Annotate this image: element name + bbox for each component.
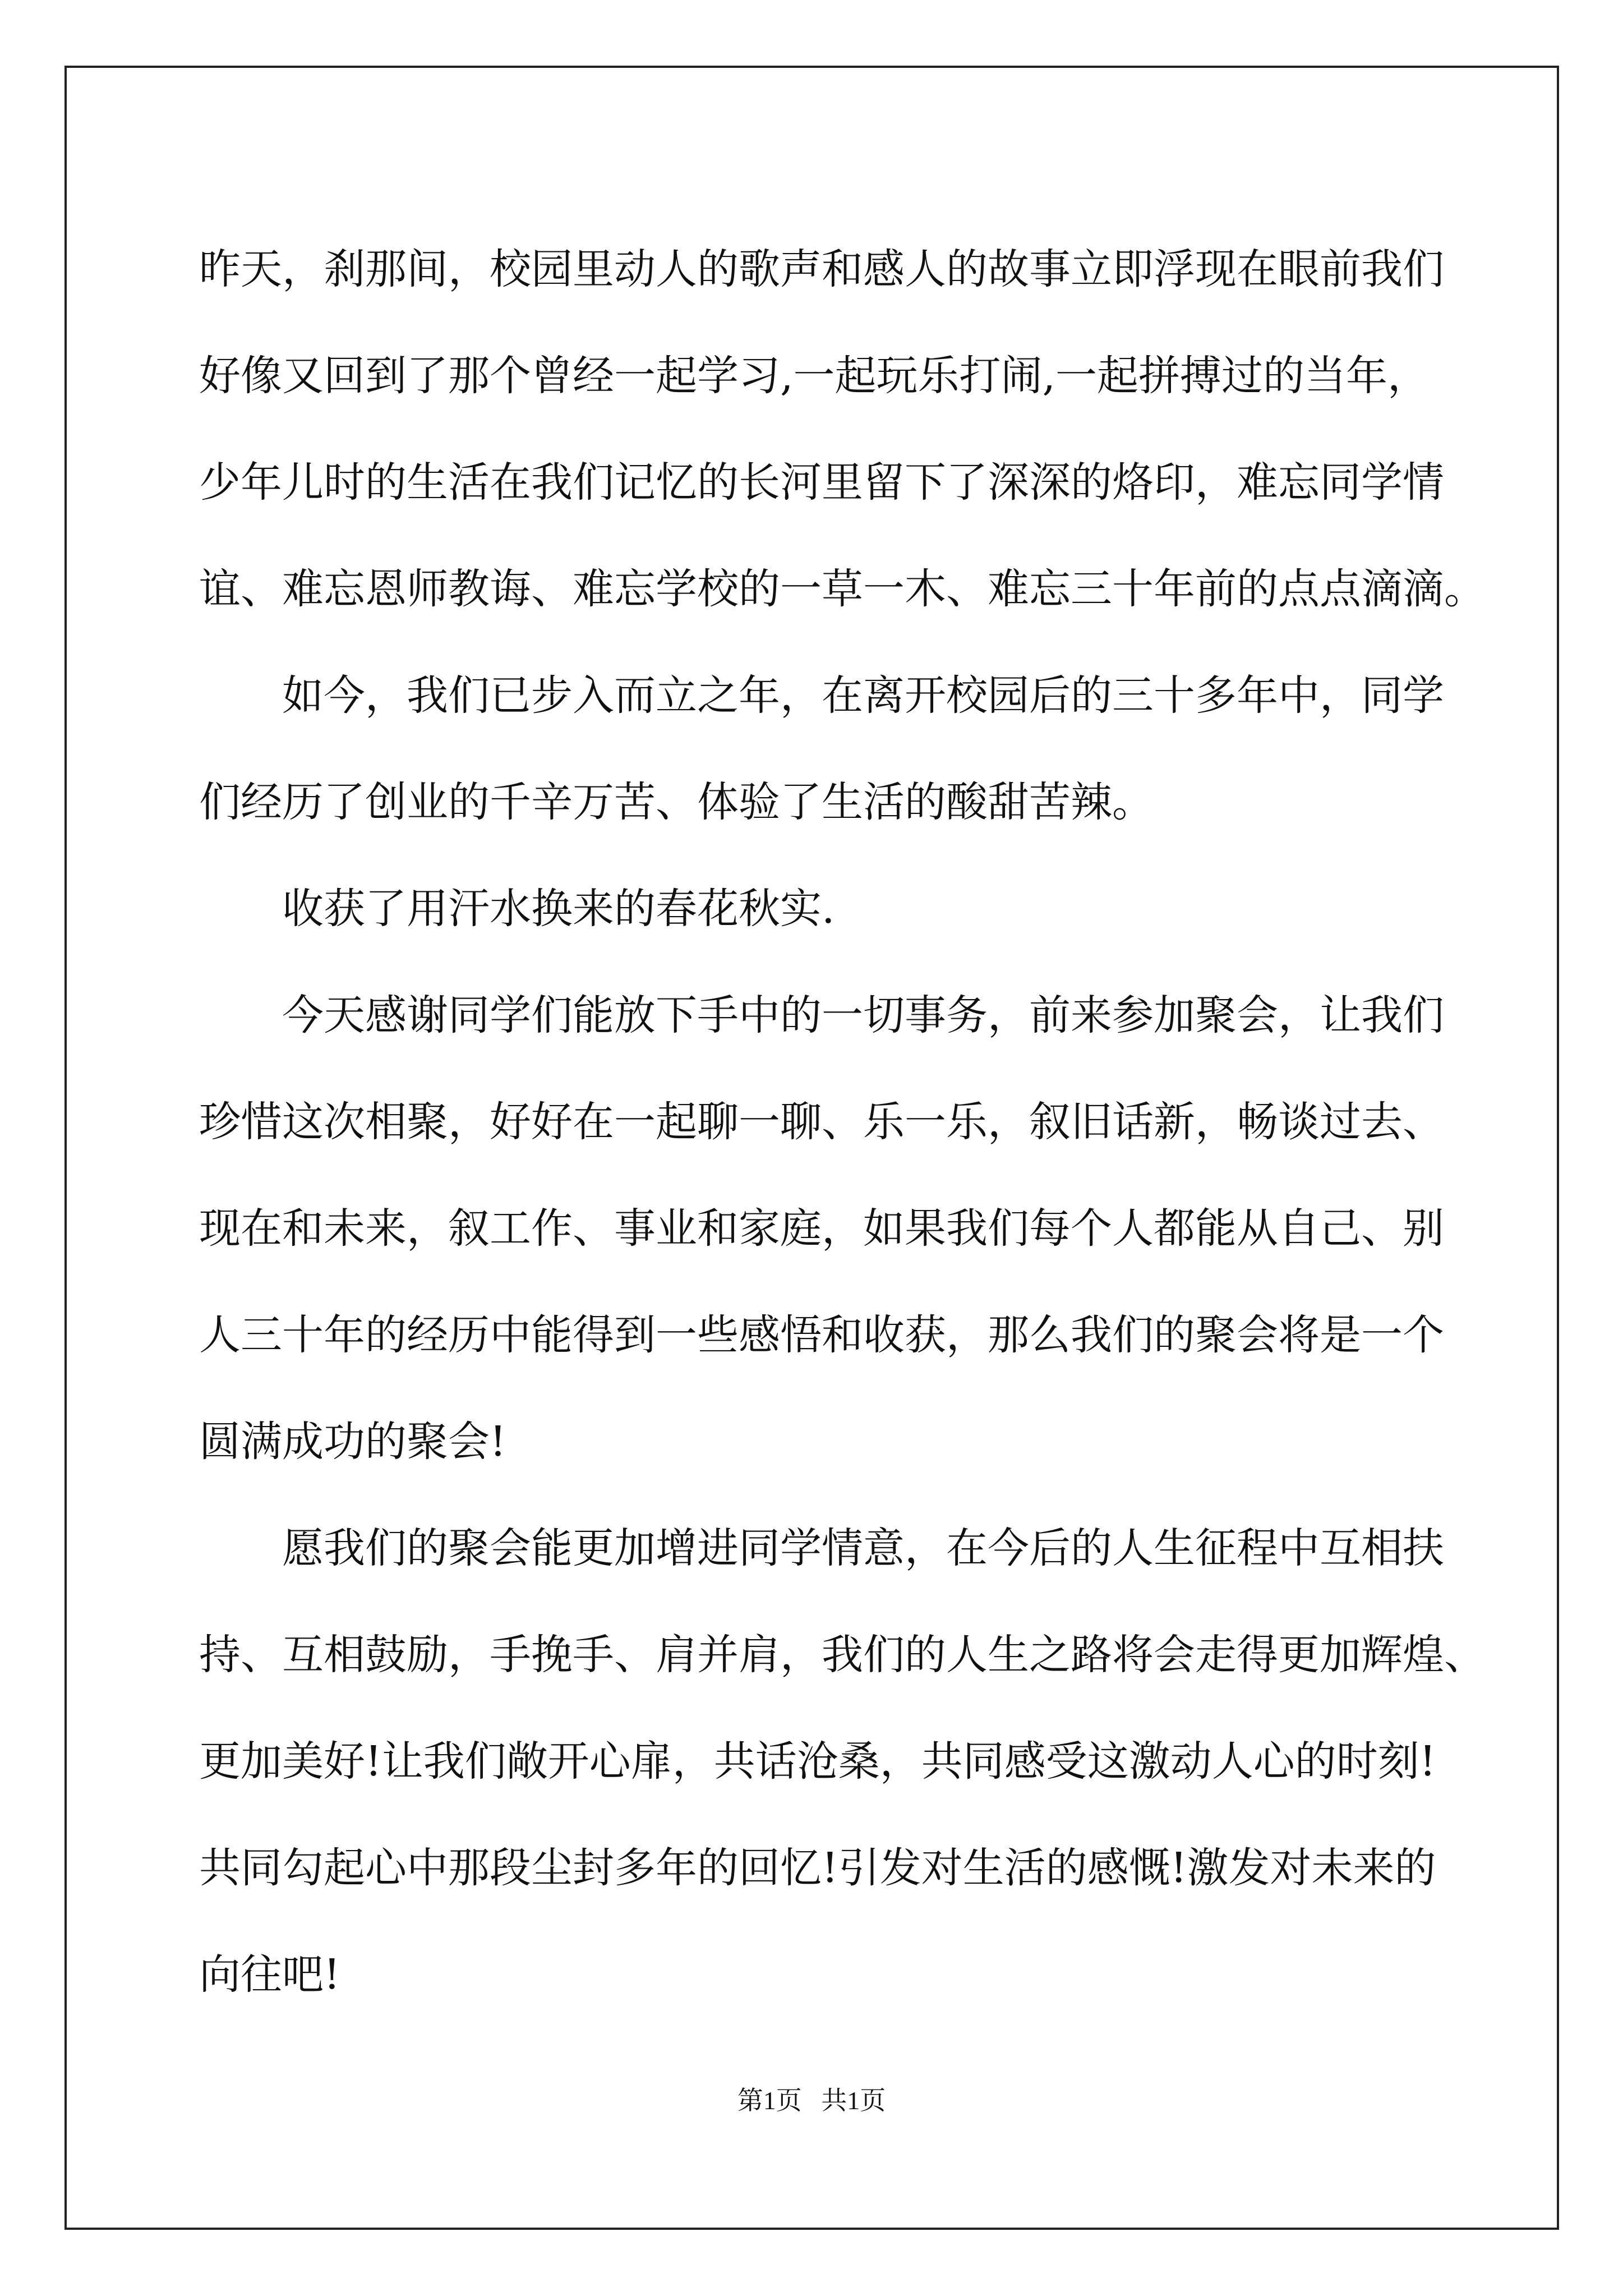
text-line: 愿我们的聚会能更加增进同学情意，在今后的人生征程中互相扶 xyxy=(282,1524,1444,1572)
text-line: 向往吧! xyxy=(199,1950,340,1999)
paragraph-5 xyxy=(199,1495,1486,2028)
document-body xyxy=(199,216,1486,2028)
paragraph-2 xyxy=(199,642,1444,855)
text-line: 共同勾起心中那段尘封多年的回忆!引发对生活的感慨!激发对未来的 xyxy=(199,1844,1436,1892)
text-line: 更加美好!让我们敞开心扉，共话沧桑，共同感受这激动人心的时刻! xyxy=(199,1737,1436,1786)
text-line: 收获了用汗水换来的春花秋实. xyxy=(282,885,835,933)
paragraph-3 xyxy=(199,855,1444,962)
text-line: 谊、难忘恩师教诲、难忘学校的一草一木、难忘三十年前的点点滴滴。 xyxy=(199,565,1486,613)
text-line: 少年儿时的生活在我们记忆的长河里留下了深深的烙印，难忘同学情 xyxy=(199,458,1444,507)
text-line: 今天感谢同学们能放下手中的一切事务，前来参加聚会，让我们 xyxy=(282,991,1444,1039)
paragraph-4 xyxy=(199,962,1444,1495)
text-line: 人三十年的经历中能得到一些感悟和收获，那么我们的聚会将是一个 xyxy=(199,1311,1444,1359)
text-line: 如今，我们已步入而立之年，在离开校园后的三十多年中，同学 xyxy=(282,671,1444,720)
text-line: 珍惜这次相聚，好好在一起聊一聊、乐一乐，叙旧话新，畅谈过去、 xyxy=(199,1098,1444,1146)
text-line: 圆满成功的聚会! xyxy=(199,1418,506,1466)
paragraph-1 xyxy=(199,216,1486,642)
page-number-footer: 第1页 共1页 xyxy=(737,2086,886,2115)
text-line: 好像又回到了那个曾经一起学习,一起玩乐打闹,一起拼搏过的当年， xyxy=(199,352,1430,400)
text-line: 昨天，刹那间，校园里动人的歌声和感人的故事立即浮现在眼前我们 xyxy=(199,245,1444,293)
text-line: 们经历了创业的千辛万苦、体验了生活的酸甜苦辣。 xyxy=(199,778,1154,826)
text-line: 持、互相鼓励，手挽手、肩并肩，我们的人生之路将会走得更加辉煌、 xyxy=(199,1631,1486,1679)
text-line: 现在和未来，叙工作、事业和家庭，如果我们每个人都能从自己、别 xyxy=(199,1204,1444,1253)
